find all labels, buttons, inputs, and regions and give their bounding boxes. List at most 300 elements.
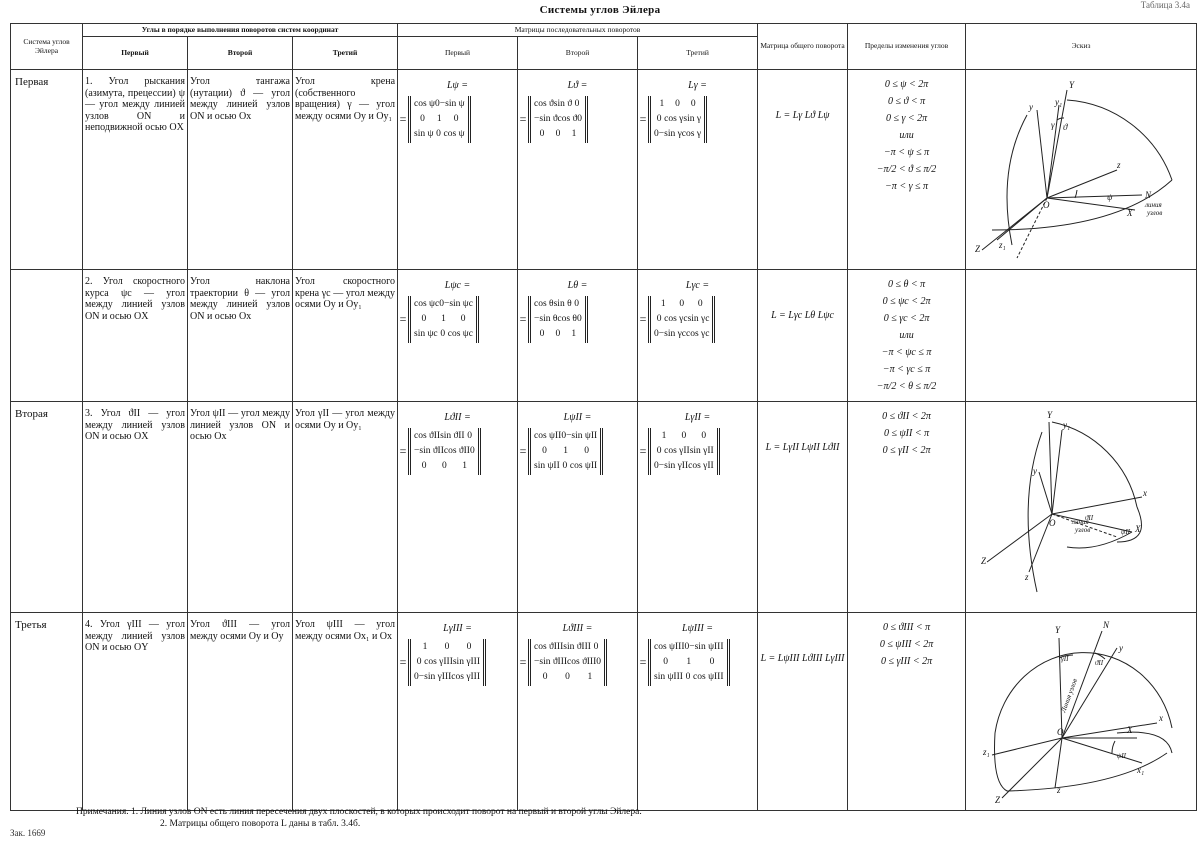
matrix-entry: sin ψIII: [654, 672, 683, 682]
svg-text:y₁: y₁: [1063, 420, 1071, 430]
matrix-entry: cos ϑ: [557, 114, 578, 124]
general-matrix: L = Lγc Lθ Lψc: [758, 270, 848, 402]
system-name: Первая: [11, 70, 83, 270]
matrix: [528, 428, 603, 475]
svg-text:y: y: [1119, 643, 1124, 653]
matrix-entry: −sin ϑIII: [534, 657, 568, 667]
matrix-entry: 0: [565, 672, 570, 682]
equals-sign: =: [399, 655, 407, 669]
matrix-entry: cos γ: [664, 114, 684, 124]
matrix-entry: 1: [436, 114, 442, 124]
notes: [76, 806, 642, 830]
matrix-entry: 0: [709, 657, 715, 667]
equals-sign: =: [639, 312, 647, 326]
svg-text:z: z: [1025, 572, 1029, 582]
euler-sketch-3: [967, 613, 1195, 805]
svg-text:X: X: [1127, 208, 1133, 218]
first-angle: 4. Угол γIII — угол между линией узлов ON и осью OY: [83, 613, 188, 811]
svg-text:Y: Y: [1055, 625, 1061, 635]
matrix-entry: cos θ: [557, 314, 577, 324]
matrix-label: Lγ =: [688, 80, 707, 91]
matrix-row: [414, 327, 473, 342]
matrix-row: [534, 429, 597, 444]
equals-sign: =: [519, 655, 527, 669]
matrix-entry: 0: [562, 461, 568, 471]
matrix-entry: cos ϑIII: [534, 642, 564, 652]
matrix: [408, 639, 486, 686]
matrix-entry: sin ψII: [534, 461, 560, 471]
svg-text:N: N: [1145, 190, 1152, 200]
matrix-entry: 0: [596, 657, 602, 667]
equals-sign: =: [519, 444, 527, 458]
table-row: [11, 70, 1197, 270]
matrix: [528, 639, 607, 686]
euler-angles-table: [10, 23, 1197, 811]
matrix-entry: 0: [690, 99, 696, 109]
limit-line: 0 ≤ ψII < π: [883, 428, 930, 439]
matrix-entry: 0: [576, 314, 582, 324]
matrix-entry: 0: [539, 329, 545, 339]
matrix-entry: 0: [561, 431, 567, 441]
limit-line: 0 ≤ θ < π: [887, 279, 926, 290]
matrix: [648, 428, 720, 475]
equals-sign: =: [399, 444, 407, 458]
header-sketch: Эскиз: [966, 24, 1197, 70]
matrix-row: [654, 670, 724, 685]
svg-text:y: y: [1029, 102, 1034, 112]
matrix-entry: 1: [441, 314, 446, 324]
general-matrix: L = Lγ Lϑ Lψ: [758, 70, 848, 270]
matrix-row: [414, 459, 475, 474]
svg-text:ψII: ψII: [1117, 752, 1127, 760]
matrix-entry: 1: [660, 299, 666, 309]
limit-line: или: [899, 130, 914, 141]
matrix-row: [414, 655, 480, 670]
page-title: Системы углов Эйлера: [539, 4, 661, 16]
matrix-entry: −sin ψII: [566, 431, 598, 441]
matrix-entry: 0: [685, 672, 691, 682]
sketch-cell: [966, 402, 1197, 613]
matrix-row: [414, 297, 473, 312]
note-1: Примечания. 1. Линия узлов ON есть линия пересечения двух плоскостей, в которых происходит поворот на первый и второй углы Эйлера.: [76, 807, 642, 817]
svg-text:γ: γ: [1051, 120, 1055, 130]
svg-text:O: O: [1057, 727, 1064, 737]
system-name: Вторая: [11, 402, 83, 613]
matrix-entry: cos ψc: [414, 299, 440, 309]
matrix-row: [414, 97, 465, 112]
matrix-entry: cos ψ: [414, 99, 436, 109]
limit-line: 0 ≤ ϑ < π: [887, 96, 926, 107]
third-angle: Угол γII — угол между осями Oy и Oy₁: [293, 402, 398, 613]
matrix-entry: 0: [542, 672, 548, 682]
limit-line: 0 ≤ ψc < 2π: [882, 296, 931, 307]
matrix-entry: sin ϑIII: [563, 642, 591, 652]
matrix-row: [534, 97, 582, 112]
matrix-entry: sin γc: [687, 314, 710, 324]
header-system: Система углов Эйлера: [11, 24, 83, 70]
equals-sign: =: [639, 112, 647, 126]
matrix-row: [414, 640, 480, 655]
matrix-entry: 0: [467, 431, 473, 441]
equals-sign: =: [399, 312, 407, 326]
equals-sign: =: [639, 444, 647, 458]
matrix-row: [534, 297, 582, 312]
matrix-entry: 1: [587, 672, 593, 682]
matrix-entry: 0: [460, 314, 466, 324]
matrix: [648, 639, 730, 686]
matrix-entry: 0: [435, 99, 440, 109]
matrix-entry: 0: [440, 329, 446, 339]
matrix-entry: 1: [571, 329, 577, 339]
matrix-entry: 0: [654, 329, 659, 339]
svg-text:X: X: [1135, 524, 1141, 534]
matrix-entry: sin ϑII: [440, 431, 465, 441]
svg-text:z: z: [1117, 160, 1121, 170]
limit-line: −π/2 < ϑ ≤ π/2: [876, 164, 937, 175]
svg-text:O: O: [1049, 518, 1056, 528]
matrix-entry: 1: [462, 461, 467, 471]
matrix-row: [534, 312, 582, 327]
matrix: [408, 96, 471, 143]
matrix-entry: 0: [421, 461, 427, 471]
limit-line: 0 ≤ γ < 2π: [885, 113, 928, 124]
matrix-label: Lθ =: [567, 280, 588, 291]
header-third-angle: Третий: [293, 37, 398, 70]
matrix-cell: [518, 270, 638, 402]
matrix-entry: 1: [661, 431, 667, 441]
matrix-entry: −sin γc: [658, 329, 686, 339]
svg-text:ϑ: ϑ: [1063, 122, 1068, 132]
first-angle: 3. Угол ϑII — угол между линией узлов ON и осью OX: [83, 402, 188, 613]
matrix-entry: cos γ: [681, 129, 702, 139]
matrix-row: [654, 112, 701, 127]
matrix-entry: 0: [697, 299, 703, 309]
matrix-label: Lψ =: [447, 80, 469, 91]
matrix-entry: sin ψc: [414, 329, 438, 339]
matrix-entry: 0: [436, 129, 441, 139]
first-angle: 2. Угол скоростного курса ψc — угол между линией узлов ON и осью OX: [83, 270, 188, 402]
euler-sketch-1: [967, 70, 1195, 264]
matrix-row: [534, 655, 601, 670]
matrix-entry: cos ψc: [447, 329, 473, 339]
matrix-row: [654, 444, 714, 459]
matrix-row: [654, 127, 701, 142]
matrix-cell: [398, 613, 518, 811]
limit-line: 0 ≤ ψIII < 2π: [879, 639, 934, 650]
third-angle: Угол крена (собственного вращения) γ — угол между осями Oy и Oy₁: [293, 70, 398, 270]
matrix-label: LϑII =: [444, 412, 471, 423]
header-matrices: Матрицы последовательных поворотов: [398, 24, 758, 37]
matrix-entry: cos ψ: [443, 129, 465, 139]
limit-line: или: [899, 330, 914, 341]
matrix-row: [654, 327, 709, 342]
matrix-row: [414, 112, 465, 127]
matrix: [528, 296, 588, 343]
matrix-entry: 0: [466, 642, 472, 652]
limit-line: 0 ≤ ϑIII < π: [882, 622, 931, 633]
sketch-cell: [966, 70, 1197, 270]
matrix-label: Lγc =: [685, 280, 710, 291]
matrix-entry: cos ϑII: [414, 431, 441, 441]
matrix-label: LγII =: [684, 412, 711, 423]
matrix-row: [534, 670, 601, 685]
matrix: [648, 296, 715, 343]
limit-line: 0 ≤ γc < 2π: [883, 313, 930, 324]
matrix-entry: sin ψ: [414, 129, 434, 139]
matrix-entry: sin γII: [689, 446, 714, 456]
svg-text:Z: Z: [995, 795, 1001, 805]
matrix-entry: 0: [656, 314, 662, 324]
matrix-entry: −sin ψIII: [689, 642, 724, 652]
matrix-label: LψIII =: [682, 623, 714, 634]
matrix-entry: cos ϑ: [534, 99, 554, 109]
matrix-entry: cos θ: [534, 299, 554, 309]
sketch-cell: [966, 613, 1197, 811]
svg-text:X: X: [1127, 725, 1133, 735]
matrix-row: [654, 97, 701, 112]
header-first-matrix: Первый: [398, 37, 518, 70]
svg-text:Y: Y: [1069, 80, 1075, 90]
matrix-row: [654, 459, 714, 474]
matrix-cell: [518, 613, 638, 811]
matrix-row: [534, 459, 597, 474]
matrix-row: [414, 312, 473, 327]
header-second-angle: Второй: [188, 37, 293, 70]
limit-line: −π < γc ≤ π: [882, 364, 931, 375]
matrix-entry: 1: [563, 446, 568, 456]
matrix-entry: 0: [453, 114, 459, 124]
matrix-entry: 0: [654, 129, 659, 139]
matrix-entry: cos γc: [686, 329, 710, 339]
angle-limits: [848, 270, 966, 402]
equals-sign: =: [399, 112, 407, 126]
angle-limits: [848, 613, 966, 811]
table-row: [11, 402, 1197, 613]
matrix-label: Lψc =: [444, 280, 471, 291]
header-angles: Углы в порядке выполнения поворотов систем координат: [83, 24, 398, 37]
matrix-entry: 1: [422, 642, 428, 652]
matrix-entry: −sin γII: [658, 461, 689, 471]
matrix-entry: 0: [681, 431, 687, 441]
svg-text:y₁: y₁: [1055, 97, 1063, 107]
third-angle: Угол скоростного крена γc — угол между осями Oy и Oy₁: [293, 270, 398, 402]
matrix-entry: 0: [439, 299, 444, 309]
svg-text:x₁: x₁: [1137, 765, 1145, 775]
matrix-label: LγIII =: [443, 623, 472, 634]
matrix-entry: −sin θ: [534, 314, 558, 324]
matrix-entry: 0: [555, 129, 561, 139]
second-angle: Угол ψII — угол между линией узлов ON и осью Ox: [188, 402, 293, 613]
matrix-row: [654, 297, 709, 312]
matrix-row: [414, 429, 475, 444]
matrix-entry: 0: [701, 431, 707, 441]
matrix-entry: 0: [663, 657, 668, 667]
matrix-entry: 0: [555, 329, 561, 339]
matrix-entry: cos ψII: [569, 461, 598, 471]
matrix-entry: cos γII: [664, 446, 690, 456]
matrix-entry: 0: [654, 461, 659, 471]
note-2: 2. Матрицы общего поворота L даны в табл. 3.4б.: [160, 819, 361, 829]
table-row: [11, 270, 1197, 402]
matrix-entry: cos ϑII: [443, 446, 470, 456]
svg-text:O: O: [1043, 200, 1050, 210]
matrix-entry: −sin γIII: [418, 672, 452, 682]
svg-text:z₁: z₁: [983, 747, 990, 757]
svg-text:x: x: [1159, 713, 1164, 723]
matrix-entry: 0: [584, 446, 589, 456]
matrix: [648, 96, 707, 143]
limit-line: 0 ≤ ϑII < 2π: [882, 411, 931, 422]
matrix-entry: cos γII: [688, 461, 714, 471]
matrix-row: [654, 655, 724, 670]
angle-limits: [848, 70, 966, 270]
header-second-matrix: Второй: [518, 37, 638, 70]
limit-line: −π/2 < θ ≤ π/2: [876, 381, 937, 392]
limit-line: −π < ψ ≤ π: [883, 147, 930, 158]
matrix-entry: cos ψIII: [654, 642, 685, 652]
euler-sketch-2: [967, 402, 1195, 607]
matrix-cell: [518, 402, 638, 613]
table-number: Таблица 3.4а: [1140, 0, 1190, 10]
matrix-cell: [398, 70, 518, 270]
matrix-entry: −sin ψ: [439, 99, 465, 109]
svg-text:Z: Z: [981, 556, 987, 566]
limit-line: −π < γ ≤ π: [885, 181, 929, 192]
matrix-entry: 0: [574, 99, 580, 109]
matrix-row: [534, 327, 582, 342]
sketch-cell-empty: [966, 270, 1197, 402]
matrix-cell: [638, 613, 758, 811]
matrix-entry: 0: [679, 299, 685, 309]
matrix-row: [654, 640, 724, 655]
matrix-row: [654, 312, 709, 327]
third-angle: Угол ψIII — угол между осями Ox₁ и Ox: [293, 613, 398, 811]
matrix-entry: cos γc: [664, 314, 688, 324]
matrix-row: [534, 127, 582, 142]
matrix-entry: 1: [659, 99, 665, 109]
svg-text:Линия узлов: Линия узлов: [1059, 677, 1080, 714]
equals-sign: =: [639, 655, 647, 669]
matrix-entry: cos ψIII: [693, 672, 724, 682]
matrix-entry: 0: [444, 642, 450, 652]
header-first-angle: Первый: [83, 37, 188, 70]
svg-text:Z: Z: [975, 244, 981, 254]
header-third-matrix: Третий: [638, 37, 758, 70]
second-angle: Угол ϑIII — угол между осями Oy и Oy: [188, 613, 293, 811]
matrix-entry: sin γ: [683, 114, 702, 124]
matrix-entry: 0: [656, 446, 662, 456]
matrix-entry: −sin ϑ: [534, 114, 558, 124]
matrix-entry: 0: [684, 642, 690, 652]
matrix: [408, 296, 479, 343]
matrix-entry: 0: [469, 446, 475, 456]
matrix-entry: 0: [421, 314, 427, 324]
matrix-entry: 0: [675, 99, 680, 109]
svg-text:линия: линия: [1072, 518, 1089, 526]
matrix-entry: sin γIII: [452, 657, 481, 667]
header-limits: Пределы изменения углов: [848, 24, 966, 70]
svg-text:ψII: ψII: [1121, 528, 1131, 536]
matrix-entry: 0: [577, 114, 583, 124]
matrix-entry: 0: [593, 642, 599, 652]
matrix-cell: [398, 402, 518, 613]
svg-text:z₁: z₁: [999, 240, 1006, 250]
matrix-row: [534, 640, 601, 655]
matrix-entry: 1: [686, 657, 692, 667]
header-general: Матрица общего поворота: [758, 24, 848, 70]
svg-text:z: z: [1057, 785, 1061, 795]
svg-text:ϑII: ϑII: [1085, 514, 1094, 522]
matrix-label: LϑIII =: [562, 623, 593, 634]
matrix-entry: cos ψII: [534, 431, 562, 441]
matrix-row: [654, 429, 714, 444]
svg-text:ψ: ψ: [1107, 192, 1113, 202]
matrix: [528, 96, 588, 143]
svg-text:Y: Y: [1047, 410, 1053, 420]
equals-sign: =: [519, 112, 527, 126]
matrix-cell: [638, 70, 758, 270]
system-name: Третья: [11, 613, 83, 811]
angle-limits: [848, 402, 966, 613]
matrix-row: [414, 444, 475, 459]
matrix-entry: 0: [656, 114, 662, 124]
matrix-entry: 0: [441, 461, 447, 471]
general-matrix: L = LγII LψII LϑII: [758, 402, 848, 613]
equals-sign: =: [519, 312, 527, 326]
matrix-entry: 0: [542, 446, 547, 456]
matrix-cell: [518, 70, 638, 270]
second-angle: Угол тангажа (нутации) ϑ — угол между линией узлов ON и осью Ox: [188, 70, 293, 270]
matrix-entry: cos ϑIII: [567, 657, 597, 667]
matrix-entry: sin θ: [553, 299, 572, 309]
matrix-label: LψII =: [563, 412, 592, 423]
svg-text:линия: линия: [1145, 201, 1162, 209]
svg-text:x: x: [1143, 488, 1148, 498]
system-name: [11, 270, 83, 402]
matrix-entry: 0: [420, 114, 425, 124]
matrix-entry: 0: [416, 657, 422, 667]
svg-text:узлов: узлов: [1147, 209, 1163, 217]
svg-text:γII: γII: [1061, 655, 1069, 663]
matrix-entry: 0: [539, 129, 545, 139]
order-number: Зак. 1669: [10, 828, 46, 838]
svg-text:узлов: узлов: [1075, 526, 1091, 534]
matrix-entry: cos γIII: [451, 672, 481, 682]
matrix-entry: 1: [571, 129, 577, 139]
matrix-entry: 0: [414, 672, 419, 682]
svg-text:N: N: [1103, 620, 1110, 630]
limit-line: −π < ψc ≤ π: [881, 347, 932, 358]
limit-line: 0 ≤ γIII < 2π: [880, 656, 933, 667]
second-angle: Угол наклона траектории θ — угол между линией узлов ON и осью Ox: [188, 270, 293, 402]
general-matrix: L = LψIII LϑIII LγIII: [758, 613, 848, 811]
matrix-cell: [638, 270, 758, 402]
table-row: [11, 613, 1197, 811]
matrix-entry: −sin γ: [658, 129, 682, 139]
matrix-entry: −sin ψc: [443, 299, 473, 309]
matrix-cell: [398, 270, 518, 402]
svg-text:y: y: [1033, 466, 1038, 476]
matrix-row: [534, 112, 582, 127]
matrix-entry: sin ϑ: [553, 99, 572, 109]
limit-line: 0 ≤ γII < 2π: [882, 445, 931, 456]
limit-line: 0 ≤ ψ < 2π: [884, 79, 929, 90]
matrix-label: Lϑ =: [567, 80, 588, 91]
matrix-entry: cos γIII: [424, 657, 453, 667]
matrix-row: [414, 127, 465, 142]
matrix-row: [414, 670, 480, 685]
first-angle: 1. Угол рыскания (азимута, прецессии) ψ — угол между линией узлов ON и неподвижной осью OX: [83, 70, 188, 270]
